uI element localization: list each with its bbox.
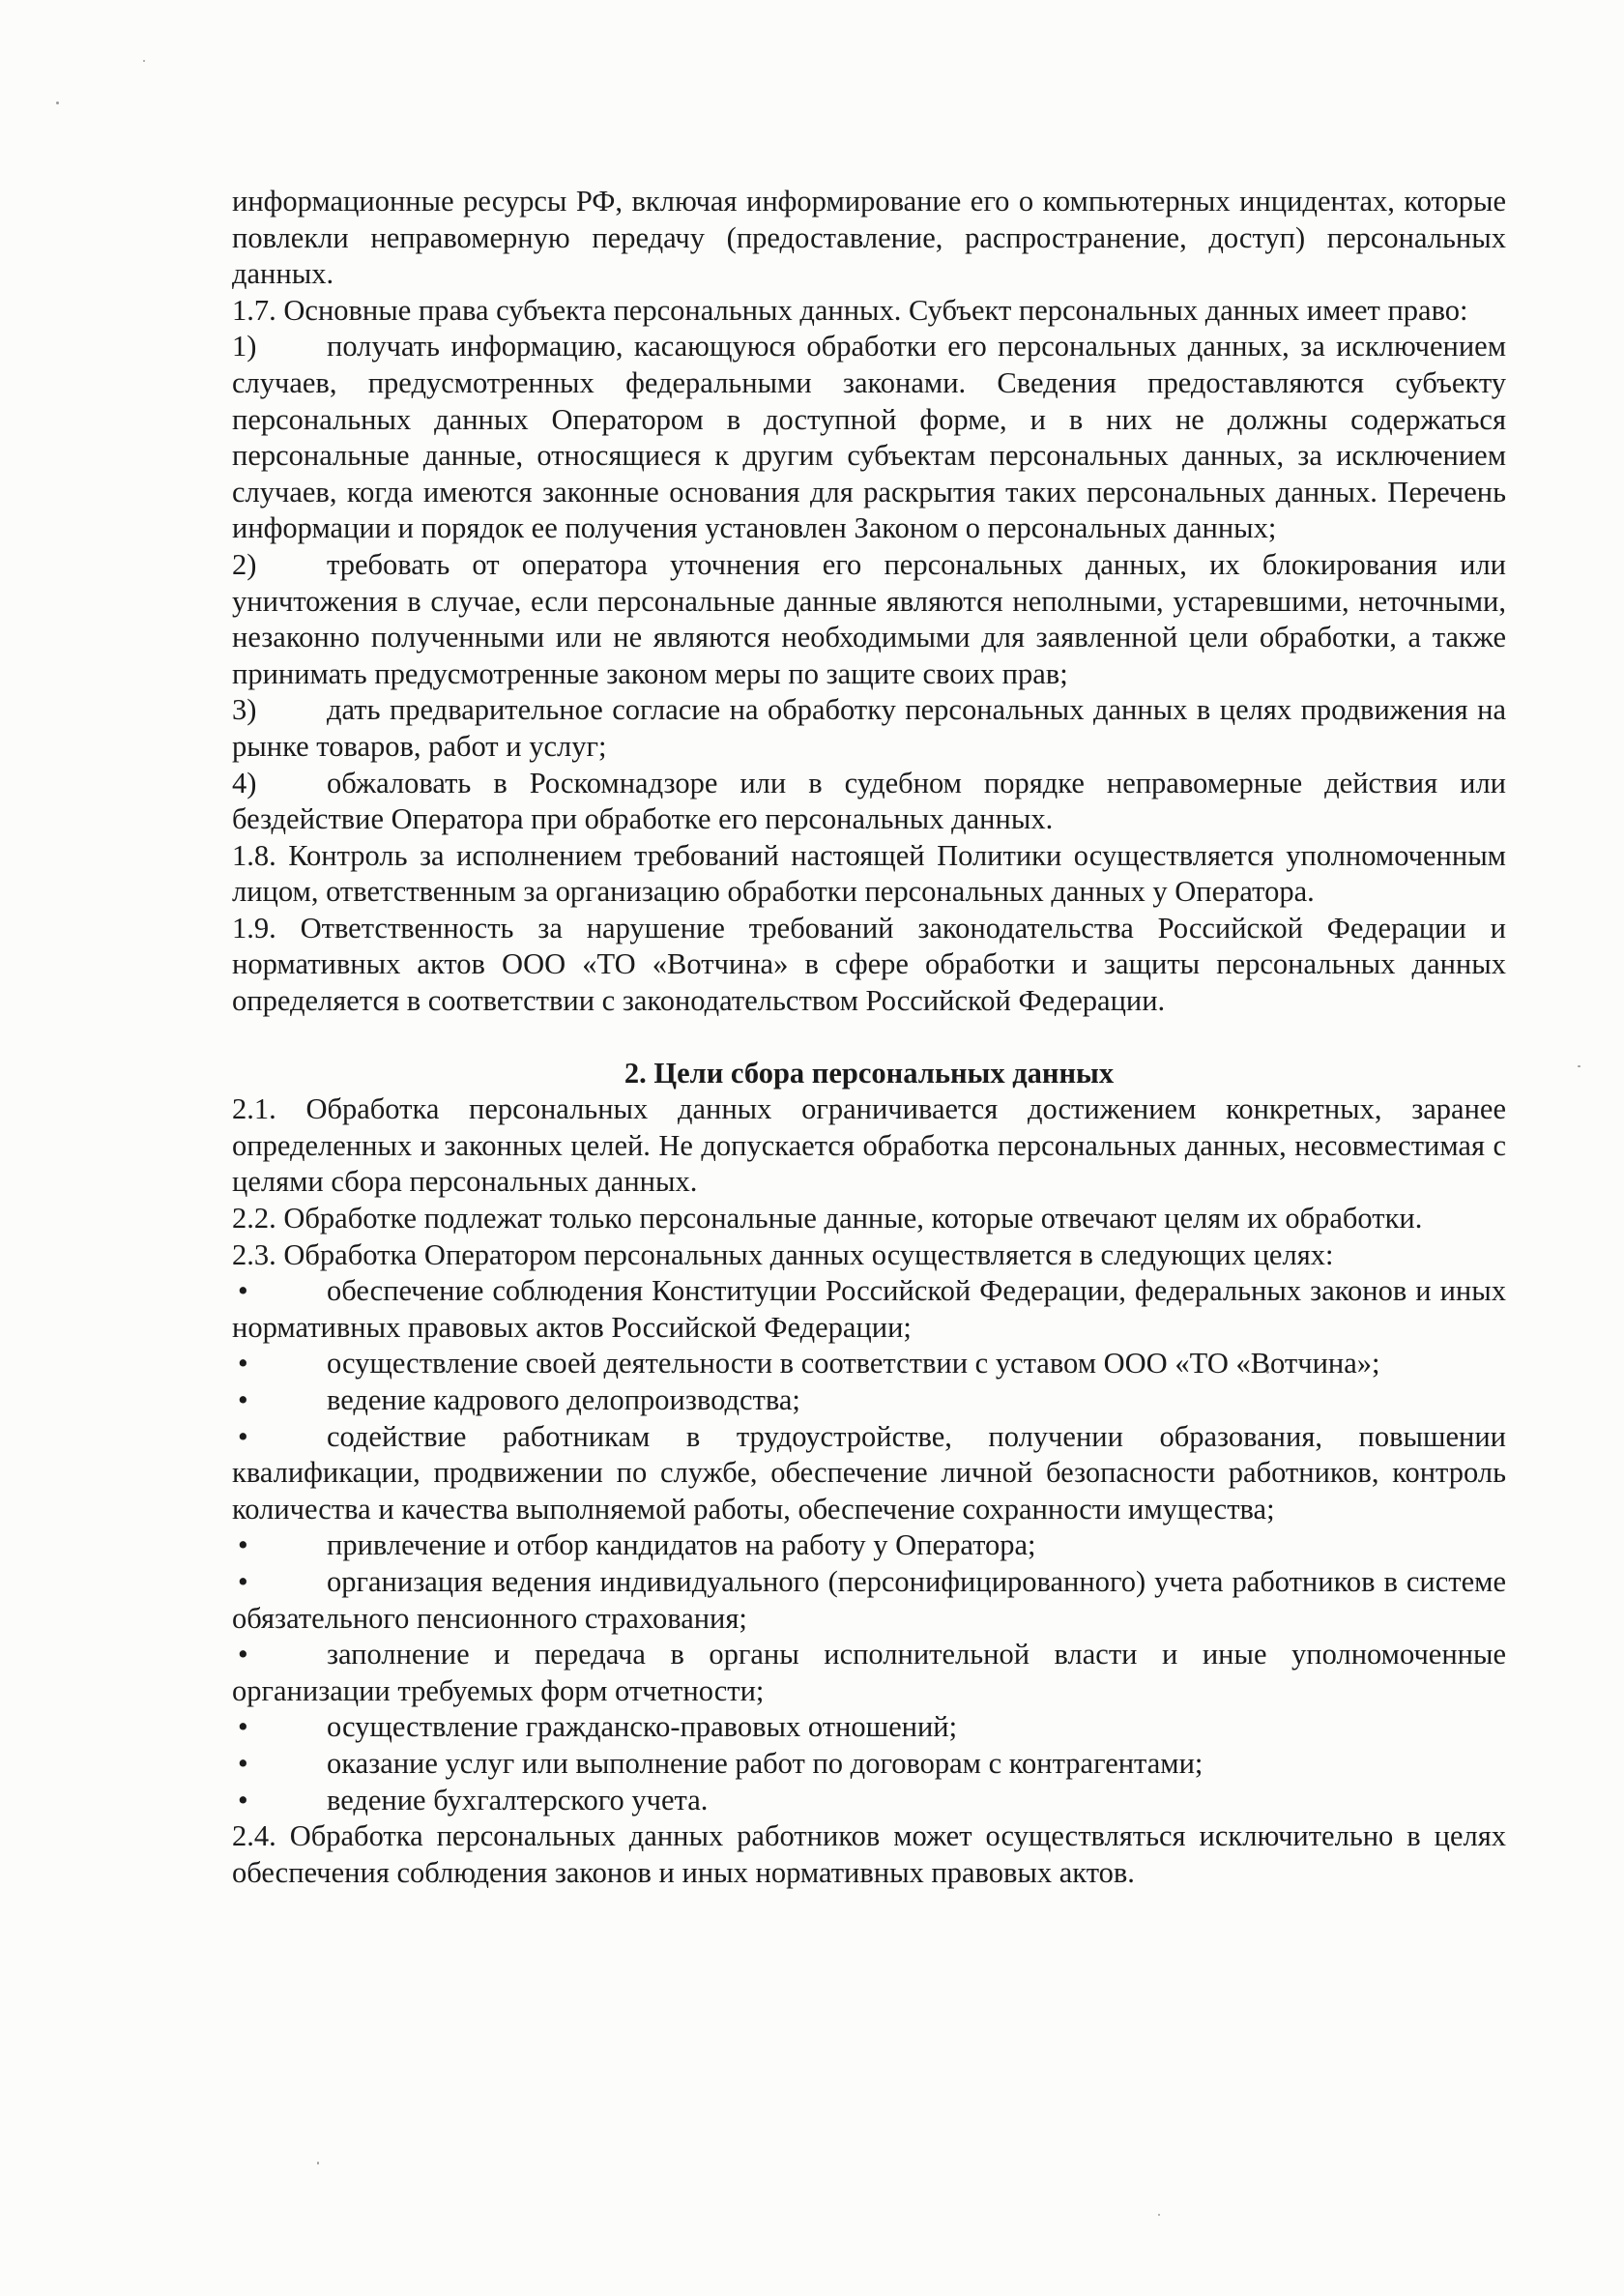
- bullet-icon: •: [238, 1783, 248, 1816]
- list-item-text: заполнение и передача в органы исполнительной власти и иные уполномоченные организации требуемых форм отчетности;: [232, 1638, 1506, 1707]
- bullet-icon: •: [238, 1564, 248, 1598]
- list-item-text: организация ведения индивидуального (персонифицированного) учета работников в системе обязательного пенсионного страхования;: [232, 1564, 1506, 1635]
- list-item-text: привлечение и отбор кандидатов на работу у Оператора;: [327, 1528, 1036, 1562]
- purpose-list-item: [232, 1637, 1506, 1709]
- bullet-icon: •: [238, 1710, 248, 1744]
- section-2-2-paragraph: 2.2. Обработке подлежат только персональные данные, которые отвечают целям их обработки.: [232, 1202, 1423, 1235]
- rights-list-item: [232, 692, 1506, 765]
- list-item-number: 3): [232, 693, 257, 727]
- bullet-icon: •: [238, 1419, 248, 1453]
- list-item-number: 4): [232, 766, 257, 799]
- intro-paragraph: информационные ресурсы РФ, включая информирование его о компьютерных инцидентах, которые повлекли неправомерную передачу (предоставление, распространение, доступ) персональных данных.: [232, 185, 1506, 291]
- section-1-8-paragraph: 1.8. Контроль за исполнением требований настоящей Политики осуществляется уполномоченным лицом, ответственным за организацию обработки персональных данных у Оператора.: [232, 838, 1506, 909]
- section-2-1-paragraph: 2.1. Обработка персональных данных ограничивается достижением конкретных, заранее определенных и законных целей. Не допускается обработка персональных данных, несовместимая с целями сбора персональных данных.: [232, 1092, 1506, 1199]
- purpose-list-item: [232, 1382, 1506, 1419]
- purpose-list-item: [232, 1709, 1506, 1746]
- rights-list-item: [232, 766, 1506, 838]
- purpose-list-item: [232, 1746, 1506, 1783]
- list-item-text: требовать от оператора уточнения его персональных данных, их блокирования или уничтожения в случае, если персональные данные являются неполными, устаревшими, неточными, незаконно полученными или не являются необходимыми для заявленной цели обработки, а также принимать предусмотренные законом меры по защите своих прав;: [232, 547, 1506, 690]
- bullet-icon: •: [238, 1746, 248, 1780]
- scan-speck: [143, 60, 145, 62]
- list-item-text: оказание услуг или выполнение работ по договорам с контрагентами;: [327, 1746, 1204, 1780]
- section-1-9-paragraph: 1.9. Ответственность за нарушение требований законодательства Российской Федерации и нормативных актов ООО «ТО «Вотчина» в сфере обработки и защиты персональных данных определяется в соответствии с законодательством Российской Федерации.: [232, 911, 1506, 1018]
- purpose-list-item: [232, 1346, 1506, 1382]
- rights-list-item: [232, 329, 1506, 547]
- scan-speck: [317, 2162, 319, 2165]
- purpose-list-item: [232, 1419, 1506, 1528]
- purpose-list-item: [232, 1783, 1506, 1819]
- scan-speck: [1578, 1065, 1580, 1067]
- list-item-number: 1): [232, 330, 257, 363]
- section-2-4-paragraph: 2.4. Обработка персональных данных работников может осуществляться исключительно в целях обеспечения соблюдения законов и иных нормативных правовых актов.: [232, 1819, 1506, 1889]
- purpose-list-item: [232, 1564, 1506, 1637]
- list-item-text: обеспечение соблюдения Конституции Российской Федерации, федеральных законов и иных нормативных правовых актов Российской Федерации;: [232, 1274, 1506, 1344]
- list-item-text: получать информацию, касающуюся обработки его персональных данных, за исключением случаев, предусмотренных федеральными законами. Сведения предоставляются субъекту персональных данных Оператором в доступной форме, и в них не должны содержаться персональные данные, относящиеся к другим субъектам персональных данных, за исключением случаев, когда имеются законные основания для раскрытия таких персональных данных. Перечень информации и порядок ее получения установлен Законом о персональных данных;: [232, 330, 1506, 545]
- section-1-7-paragraph: 1.7. Основные права субъекта персональных данных. Субъект персональных данных имеет право:: [232, 293, 1468, 327]
- list-item-text: дать предварительное согласие на обработку персональных данных в целях продвижения на рынке товаров, работ и услуг;: [232, 693, 1506, 763]
- purpose-list-item: [232, 1527, 1506, 1564]
- bullet-icon: •: [238, 1638, 248, 1671]
- rights-list-item: [232, 547, 1506, 692]
- list-item-text: ведение кадрового делопроизводства;: [327, 1383, 800, 1416]
- bullet-icon: •: [238, 1274, 248, 1308]
- list-item-text: осуществление своей деятельности в соответствии с уставом ООО «ТО «Вотчина»;: [327, 1347, 1380, 1381]
- list-item-text: осуществление гражданско-правовых отношений;: [327, 1710, 958, 1744]
- scan-speck: [1158, 2214, 1160, 2216]
- section-2-title: 2. Цели сбора персональных данных: [624, 1056, 1115, 1090]
- section-2-3-paragraph: 2.3. Обработка Оператором персональных данных осуществляется в следующих целях:: [232, 1237, 1334, 1271]
- document-body: [232, 184, 1506, 1891]
- list-item-number: 2): [232, 547, 257, 581]
- purpose-list-item: [232, 1273, 1506, 1346]
- scan-speck: [56, 102, 59, 104]
- list-item-text: ведение бухгалтерского учета.: [327, 1783, 709, 1816]
- bullet-icon: •: [238, 1528, 248, 1562]
- list-item-text: содействие работникам в трудоустройстве, получении образования, повышении квалификации, продвижении по службе, обеспечение личной безопасности работников, контроль количества и качества выполняемой работы, обеспечение сохранности имущества;: [232, 1419, 1506, 1526]
- bullet-icon: •: [238, 1383, 248, 1416]
- list-item-text: обжаловать в Роскомнадзоре или в судебном порядке неправомерные действия или бездействие Оператора при обработке его персональных данных.: [232, 766, 1506, 836]
- bullet-icon: •: [238, 1347, 248, 1381]
